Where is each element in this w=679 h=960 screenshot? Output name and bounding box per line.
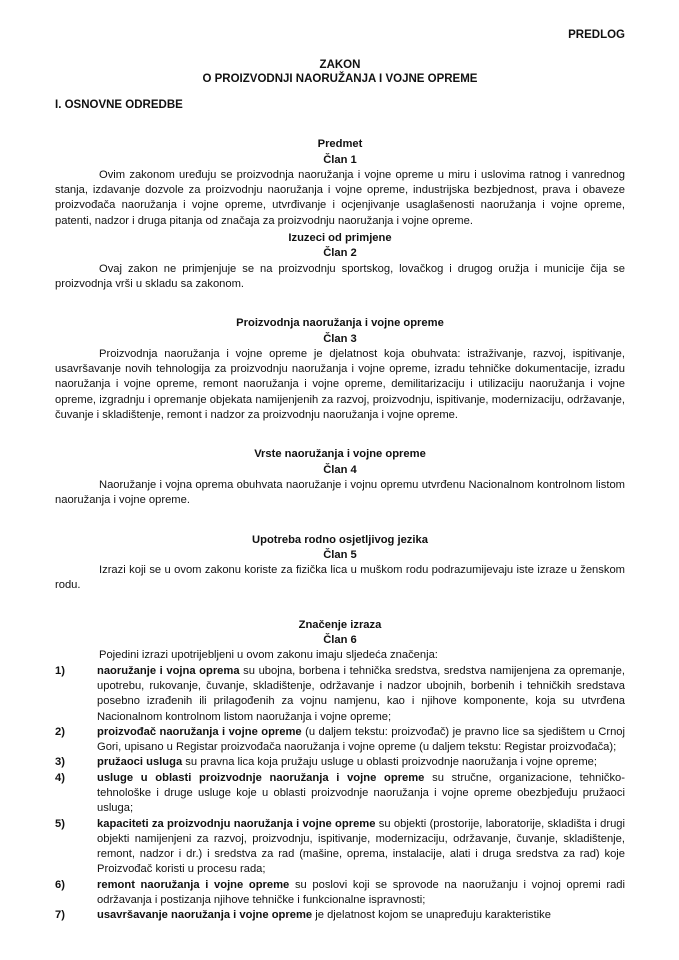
- article-4: [55, 447, 625, 508]
- law-title: [55, 58, 625, 86]
- definition-number: 2): [55, 725, 65, 738]
- definition-text: su poslovi koji se sprovode na naoružanju i vojnoj opremi radi održavanja i postizanja njihove tehničke i funkcionalne ispravnosti;: [97, 878, 626, 907]
- definition-number: 6): [55, 878, 65, 891]
- article-number: Član 2: [323, 247, 357, 260]
- article-heading: Proizvodnja naoružanja i vojne opreme: [236, 317, 444, 330]
- document-page: [55, 28, 625, 924]
- article-number: Član 3: [323, 332, 357, 345]
- definition-text: su stručne, organizacione, tehničko-tehnološke i druge usluge koje u oblasti proizvodnje naoružanja i vojne opreme obezbjeđuju pružaoci usluga;: [97, 771, 625, 815]
- definition-item: [55, 908, 625, 923]
- article-text: Izrazi koji se u ovom zakonu koriste za fizička lica u muškom rodu podrazumijevaju iste izraze u ženskom rodu.: [55, 564, 625, 592]
- definition-number: 7): [55, 909, 65, 922]
- definition-item: [55, 771, 625, 817]
- definition-text: je djelatnost kojom se unapređuju karakteristike: [312, 909, 551, 922]
- article-number: Član 1: [323, 153, 357, 166]
- article-heading: Predmet: [317, 138, 363, 151]
- article-number: Član 6: [323, 634, 357, 647]
- law-title-line-1: ZAKON: [319, 59, 361, 71]
- article-heading: Upotreba rodno osjetljivog jezika: [252, 533, 428, 546]
- article-6: [55, 618, 625, 924]
- article-text: Naoružanje i vojna oprema obuhvata naoružanje i vojnu opremu utvrđenu Nacionalnom kontrolnom listom naoružanja i vojne opreme.: [55, 478, 625, 507]
- article-text: Proizvodnja naoružanja i vojne opreme je djelatnost koja obuhvata: istraživanje, razvoj, ispitivanje, usavršavanje novih tehnologija za proizvodnju naoružanja i vojne opreme, izradu tehničke dokumentacije, izradu naoružanja i vojne opreme, remont naoružanja i vojne opreme, demilitarizaciju i utilizaciju naoružanja i vojne opreme, izgradnju i opremanje objekata namijenjenih za razvoj, proizvodnju, ispitivanje, modernizaciju, održavanje, čuvanje i skladištenje, remont i nadzor za proizvodnju naoružanja i vojne opreme.: [55, 347, 625, 422]
- definition-number: 5): [55, 817, 65, 830]
- definition-term: remont naoružanja i vojne opreme: [97, 878, 290, 891]
- article-text: Ovim zakonom uređuju se proizvodnja naoružanja i vojne opreme u miru i uslovima ratnog i vanrednog stanja, izdavanje dozvole za proizvodnju naoružanja i vojne opreme, industrijska bezbjednost, prava i obaveze proizvođača naoružanja i vojne opreme, utvrđivanje i ocjenjivanje usaglašenosti naoružanja i vojne opreme, patenti, nadzor i druga pitanja od značaja za proizvodnju naoružanja i vojne opreme.: [55, 168, 625, 227]
- article-number: Član 5: [323, 548, 357, 561]
- definition-term: kapaciteti za proizvodnju naoružanja i vojne opreme: [97, 817, 376, 830]
- definition-text: (u daljem tekstu: proizvođač) je pravno lice sa sjedištem u Crnoj Gori, upisano u Registar proizvođača naoružanja i vojne opreme (u daljem tekstu: Registar proizvođača);: [97, 725, 625, 754]
- article-5: [55, 533, 625, 594]
- definition-number: 4): [55, 771, 65, 784]
- article-heading: Izuzeci od primjene: [288, 232, 392, 245]
- definition-term: pružaoci usluga: [97, 756, 183, 769]
- article-text: Ovaj zakon ne primjenjuje se na proizvodnju sportskog, lovačkog i drugog oružja i municije čija se proizvodnja vrši u skladu sa zakonom.: [55, 262, 625, 290]
- article-1: [55, 137, 625, 229]
- definition-term: naoružanje i vojna oprema: [97, 664, 240, 677]
- draft-label: PREDLOG: [568, 29, 625, 41]
- definition-item: [55, 878, 625, 909]
- definition-text: su ubojna, borbena i tehnička sredstva, sredstva namijenjena za opremanje, upotrebu, rukovanje, čuvanje, skladištenje, održavanje i nadzor ubojnih, borbenih i tehničkih sredstava posebno izrađenih ili prilagođenih za vojnu namjenu, kao i njihove komponente, koja su utvrđena Nacionalnom kontrolnom listom naoružanja i vojne opreme;: [97, 664, 625, 723]
- definition-text: su pravna lica koja pružaju usluge u oblasti proizvodnje naoružanja i vojne opreme;: [182, 756, 597, 769]
- article-heading: Značenje izraza: [298, 618, 382, 631]
- definition-number: 1): [55, 664, 65, 677]
- definition-item: [55, 664, 625, 725]
- definition-item: [55, 817, 625, 878]
- definition-term: usluge u oblasti proizvodnje naoružanja i vojne opreme: [97, 771, 425, 784]
- definition-item: [55, 725, 625, 756]
- section-heading: I. OSNOVNE ODREDBE: [55, 99, 183, 111]
- article-heading: Vrste naoružanja i vojne opreme: [254, 448, 426, 461]
- article-2: [55, 231, 625, 292]
- definition-term: usavršavanje naoružanja i vojne opreme: [97, 909, 313, 922]
- definition-text: su objekti (prostorije, laboratorije, skladišta i drugi objekti namijenjeni za razvoj, proizvodnju, ispitivanje, modernizaciju, održavanje, čuvanje, skladištenje, remont, nadzor i dr.) i sredstva za rad (mašine, oprema, instalacije, alati i druga sredstva za rad) koje Proizvođač koristi u procesu rada;: [97, 817, 626, 876]
- law-title-line-2: O PROIZVODNJI NAORUŽANJA I VOJNE OPREME: [202, 73, 478, 85]
- article-number: Član 4: [323, 463, 357, 476]
- definition-item: [55, 755, 625, 770]
- definition-number: 3): [55, 756, 65, 769]
- article-text: Pojedini izrazi upotrijebljeni u ovom zakonu imaju sljedeća značenja:: [99, 649, 438, 662]
- article-3: [55, 316, 625, 423]
- definition-term: proizvođač naoružanja i vojne opreme: [97, 725, 302, 738]
